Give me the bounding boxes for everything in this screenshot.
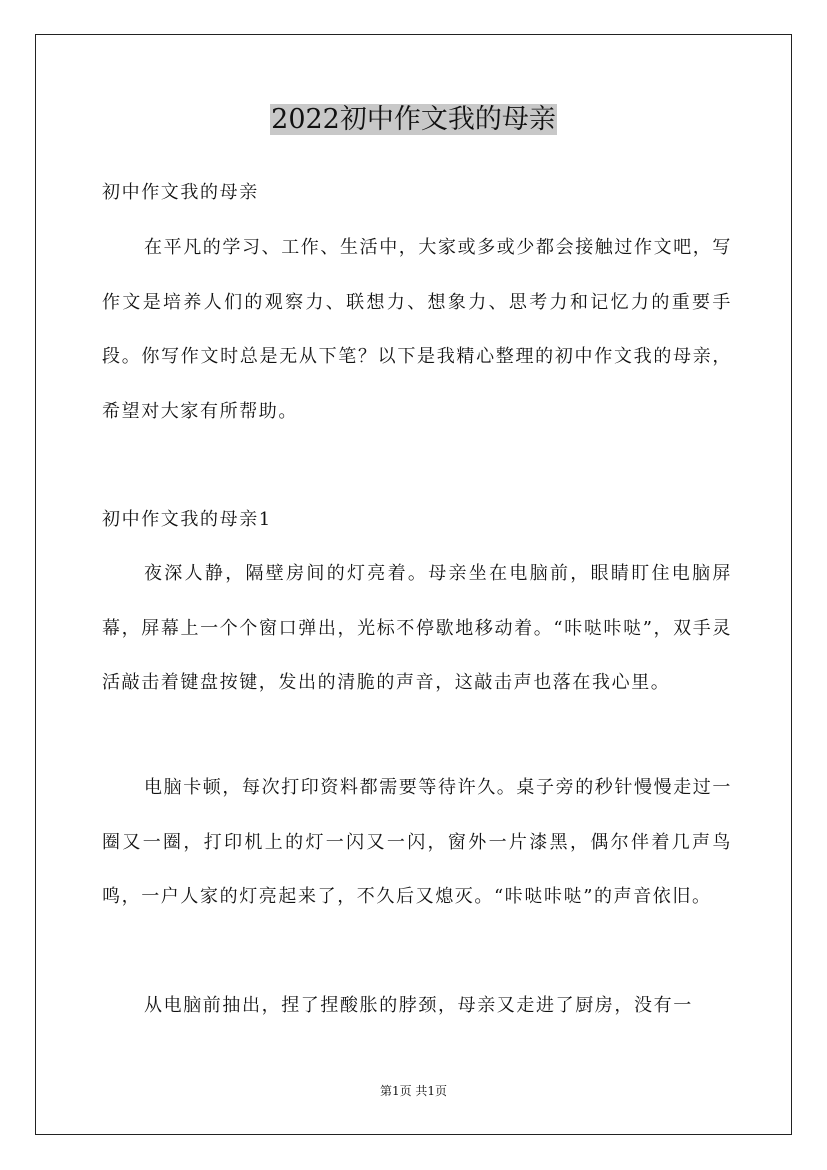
document-subtitle: 初中作文我的母亲 <box>102 182 259 203</box>
body-paragraph-3: 从电脑前抽出，捏了捏酸胀的脖颈，母亲又走进了厨房，没有一 <box>144 995 693 1016</box>
body-paragraph-1: 夜深人静，隔壁房间的灯亮着。母亲坐在电脑前，眼睛盯住电脑屏幕，屏幕上一个个窗口弹出，光标不停歇地移动着。“咔哒咔哒”，双手灵活敲击着键盘按键，发出的清脆的声音，这敲击声也落在我心里。 <box>102 563 732 693</box>
section-heading: 初中作文我的母亲1 <box>102 509 272 530</box>
intro-paragraph: 在平凡的学习、工作、生活中，大家或多或少都会接触过作文吧，写作文是培养人们的观察力、联想力、想象力、思考力和记忆力的重要手段。你写作文时总是无从下笔？以下是我精心整理的初中作文我的母亲，希望对大家有所帮助。 <box>102 237 732 422</box>
page-footer <box>0 1083 827 1099</box>
page-number-label: 第1页 共1页 <box>379 1084 448 1098</box>
body-paragraph-2: 电脑卡顿，每次打印资料都需要等待许久。桌子旁的秒针慢慢走过一圈又一圈，打印机上的灯一闪又一闪，窗外一片漆黑，偶尔伴着几声鸟鸣，一户人家的灯亮起来了，不久后又熄灭。“咔哒咔哒”的声音依旧。 <box>102 777 732 907</box>
document-title-text: 2022初中作文我的母亲 <box>271 104 556 135</box>
document-title <box>0 102 827 138</box>
